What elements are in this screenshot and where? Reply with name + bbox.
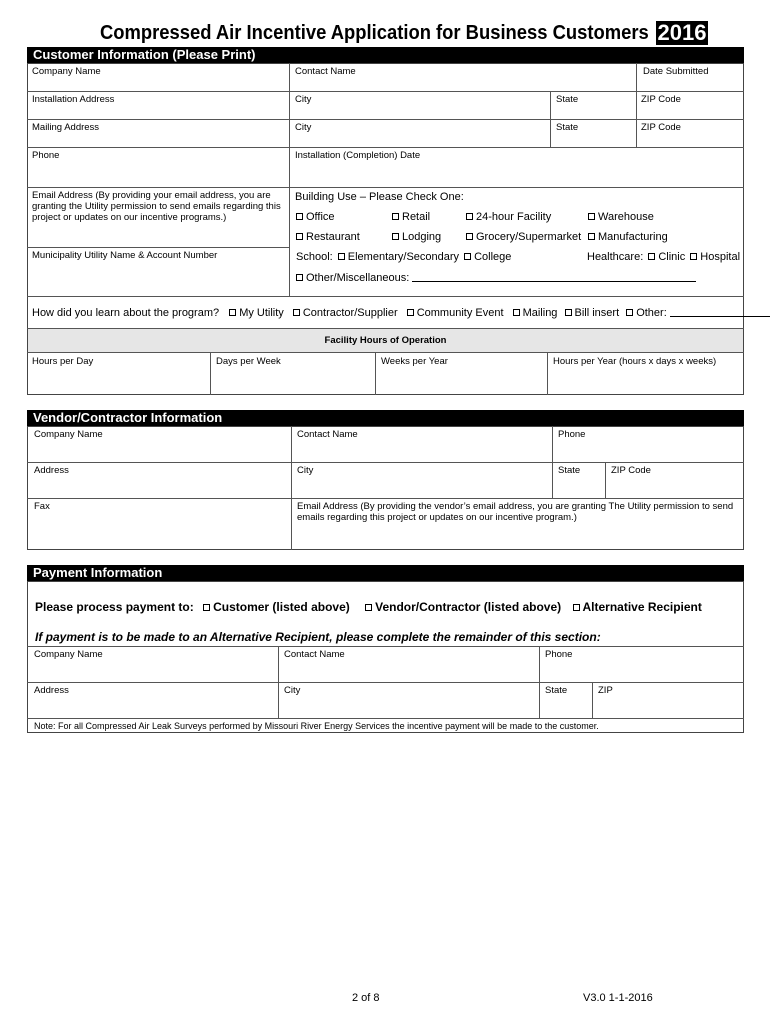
checkbox-icon[interactable]	[573, 604, 580, 611]
vendor-city-label: City	[297, 465, 314, 476]
installation-city-label: City	[295, 94, 312, 105]
checkbox-icon[interactable]	[690, 253, 697, 260]
vendor-phone-label: Phone	[558, 429, 586, 440]
checkbox-icon[interactable]	[203, 604, 210, 611]
building-option-lodging[interactable]: Lodging	[392, 231, 441, 244]
company-name-label: Company Name	[32, 66, 101, 77]
school-label: School:	[296, 251, 333, 263]
alternative-note: If payment is to be made to an Alternative Recipient, please complete the remainder of this section:	[35, 630, 601, 644]
learn-option-utility[interactable]: My Utility	[239, 307, 284, 319]
checkbox-icon[interactable]	[466, 213, 473, 220]
learn-option-mailing[interactable]: Mailing	[522, 307, 558, 319]
alt-company-label: Company Name	[34, 649, 103, 660]
mailing-zip-label: ZIP Code	[641, 122, 681, 133]
weeks-per-year-label: Weeks per Year	[381, 356, 448, 367]
customer-section-header: Customer Information (Please Print)	[27, 47, 744, 63]
learn-question: How did you learn about the program?	[32, 307, 220, 319]
payment-option-customer[interactable]: Customer (listed above)	[213, 600, 350, 614]
hours-per-year-label: Hours per Year (hours x days x weeks)	[553, 356, 717, 367]
other-misc-row[interactable]	[296, 271, 696, 285]
phone-label: Phone	[32, 150, 60, 161]
form-title: Compressed Air Incentive Application for Business Customers	[100, 22, 649, 44]
checkbox-icon[interactable]	[392, 233, 399, 240]
other-misc-label: Other/Miscellaneous:	[306, 272, 410, 284]
checkbox-icon[interactable]	[293, 309, 300, 316]
healthcare-option-hospital[interactable]: Hospital	[700, 251, 741, 263]
vendor-zip-label: ZIP Code	[611, 465, 651, 476]
building-use-title: Building Use – Please Check One:	[295, 191, 464, 203]
mailing-state-label: State	[556, 122, 579, 133]
vendor-fax-label: Fax	[34, 501, 50, 512]
vendor-address-label: Address	[34, 465, 69, 476]
checkbox-icon[interactable]	[296, 274, 303, 281]
school-row	[296, 251, 511, 264]
alt-state-label: State	[545, 685, 568, 696]
checkbox-icon[interactable]	[407, 309, 414, 316]
checkbox-icon[interactable]	[626, 309, 633, 316]
checkbox-icon[interactable]	[365, 604, 372, 611]
hours-per-day-label: Hours per Day	[32, 356, 94, 367]
facility-hours-title: Facility Hours of Operation	[324, 335, 447, 346]
building-option-retail[interactable]: Retail	[392, 211, 430, 224]
checkbox-icon[interactable]	[648, 253, 655, 260]
checkbox-icon[interactable]	[588, 233, 595, 240]
payment-option-alternative[interactable]: Alternative Recipient	[582, 600, 702, 614]
checkbox-icon[interactable]	[588, 213, 595, 220]
healthcare-option-clinic[interactable]: Clinic	[658, 251, 686, 263]
building-option-restaurant[interactable]: Restaurant	[296, 231, 360, 244]
checkbox-icon[interactable]	[565, 309, 572, 316]
checkbox-icon[interactable]	[338, 253, 345, 260]
vendor-company-label: Company Name	[34, 429, 103, 440]
payment-section-header: Payment Information	[27, 565, 744, 581]
building-option-manufacturing[interactable]: Manufacturing	[588, 231, 668, 244]
customer-email-label: Email Address (By providing your email address, you are granting the Utility permission to send emails regarding this project or updates on our incentive programs.)	[32, 190, 281, 223]
checkbox-icon[interactable]	[513, 309, 520, 316]
date-submitted-label: Date Submitted	[643, 66, 709, 77]
vendor-contact-label: Contact Name	[297, 429, 358, 440]
payment-option-vendor[interactable]: Vendor/Contractor (listed above)	[375, 600, 562, 614]
page-number: 2 of 8	[352, 992, 380, 1004]
alt-city-label: City	[284, 685, 301, 696]
building-option-warehouse[interactable]: Warehouse	[588, 211, 654, 224]
version-label: V3.0 1-1-2016	[583, 992, 653, 1004]
checkbox-icon[interactable]	[296, 213, 303, 220]
days-per-week-label: Days per Week	[216, 356, 281, 367]
building-option-grocery[interactable]: Grocery/Supermarket	[466, 231, 581, 244]
checkbox-icon[interactable]	[229, 309, 236, 316]
healthcare-label: Healthcare:	[587, 251, 644, 263]
mailing-city-label: City	[295, 122, 312, 133]
vendor-section	[27, 426, 744, 550]
vendor-email-label: Email Address (By providing the vendor’s email address, you are granting The Utility permission to send emails regarding this project or updates on our incentive program.)	[297, 501, 734, 523]
vendor-section-header: Vendor/Contractor Information	[27, 410, 744, 426]
building-option-24-hour[interactable]: 24-hour Facility	[466, 211, 551, 224]
learn-other-line[interactable]	[670, 306, 770, 317]
installation-state-label: State	[556, 94, 579, 105]
municipality-label: Municipality Utility Name & Account Number	[32, 250, 218, 261]
installation-date-label: Installation (Completion) Date	[295, 150, 421, 161]
installation-zip-label: ZIP Code	[641, 94, 681, 105]
school-option-elementary[interactable]: Elementary/Secondary	[347, 251, 460, 263]
payment-options-row	[35, 600, 702, 614]
checkbox-icon[interactable]	[466, 233, 473, 240]
learn-row	[32, 306, 770, 320]
learn-option-community[interactable]: Community Event	[416, 307, 504, 319]
vendor-state-label: State	[558, 465, 581, 476]
alt-contact-label: Contact Name	[284, 649, 345, 660]
building-option-office[interactable]: Office	[296, 211, 335, 224]
payment-note: Note: For all Compressed Air Leak Surveys performed by Missouri River Energy Services the incentive payment will be made to the customer.	[34, 721, 599, 731]
alt-address-label: Address	[34, 685, 69, 696]
checkbox-icon[interactable]	[296, 233, 303, 240]
other-misc-line[interactable]	[412, 271, 696, 282]
learn-option-other[interactable]: Other:	[636, 307, 667, 319]
mailing-address-label: Mailing Address	[32, 122, 100, 133]
year-badge: 2016	[657, 20, 707, 45]
alt-phone-label: Phone	[545, 649, 573, 660]
checkbox-icon[interactable]	[464, 253, 471, 260]
healthcare-row	[587, 251, 740, 264]
learn-option-contractor[interactable]: Contractor/Supplier	[302, 307, 398, 319]
contact-name-label: Contact Name	[295, 66, 356, 77]
installation-address-label: Installation Address	[32, 94, 115, 105]
process-payment-label: Please process payment to:	[35, 600, 194, 614]
learn-option-bill-insert[interactable]: Bill insert	[574, 307, 620, 319]
school-option-college[interactable]: College	[474, 251, 512, 263]
alt-zip-label: ZIP	[598, 685, 613, 696]
checkbox-icon[interactable]	[392, 213, 399, 220]
